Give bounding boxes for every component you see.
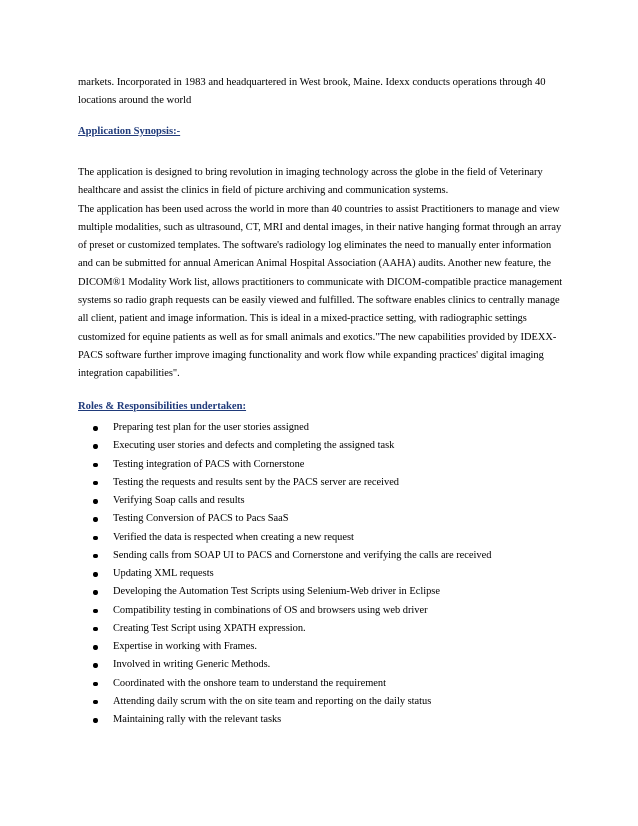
synopsis-section <box>78 164 566 384</box>
list-item-text: Testing Conversion of PACS to Pacs SaaS <box>113 513 289 525</box>
list-item <box>78 474 566 492</box>
bullet-icon <box>93 572 98 577</box>
bullet-icon <box>93 609 98 614</box>
application-synopsis-heading: Application Synopsis:- <box>78 126 181 137</box>
roles-list <box>78 419 566 729</box>
bullet-icon <box>93 700 98 705</box>
bullet-icon <box>93 718 98 723</box>
list-item <box>78 529 566 547</box>
list-item <box>78 620 566 638</box>
bullet-icon <box>93 554 98 559</box>
list-item-text: Attending daily scrum with the on site team and reporting on the daily status <box>113 695 432 707</box>
list-item <box>78 565 566 583</box>
list-item <box>78 693 566 711</box>
list-item <box>78 602 566 620</box>
bullet-icon <box>93 463 98 468</box>
bullet-icon <box>93 499 98 504</box>
list-item-text: Sending calls from SOAP UI to PACS and Cornerstone and verifying the calls are received <box>113 549 492 561</box>
bullet-icon <box>93 426 98 431</box>
bullet-icon <box>93 590 98 595</box>
bullet-icon <box>93 444 98 449</box>
list-item <box>78 510 566 528</box>
list-item <box>78 492 566 510</box>
bullet-icon <box>93 682 98 687</box>
bullet-icon <box>93 481 98 486</box>
list-item <box>78 711 566 729</box>
bullet-icon <box>93 627 98 632</box>
list-item-text: Testing integration of PACS with Cornerstone <box>113 458 305 470</box>
list-item <box>78 675 566 693</box>
list-item-text: Maintaining rally with the relevant tasks <box>113 714 282 725</box>
bullet-icon <box>93 536 98 541</box>
list-item-text: Expertise in working with Frames. <box>113 641 258 652</box>
synopsis-paragraph-2: The application has been used across the world in more than 40 countries to assist Practitioners to manage and view multiple modalities, such as ultrasound, CT, MRI and dental images, in their native hanging format through an array of preset or customized templates. The software's radiology log eliminates the need to manually enter information and can be submitted for annual American Animal Hospital Association (AAHA) audits. Another new feature, the DICOM®1 Modality Work list, allows practitioners to communicate with DICOM-compatible practice management systems so radio graph requests can be easily viewed and fulfilled. The software enables clinics to centrally manage all client, patient and image information. This is ideal in a mixed-practice setting, with radiographic settings customized for equine patients as well as for small animals and exotics."The new capabilities provided by IDEXX-PACS software further improve imaging functionality and work flow while expanding practices' digital imaging integration capabilities". <box>78 203 563 380</box>
intro-paragraph: markets. Incorporated in 1983 and headquartered in West brook, Maine. Idexx conducts operations through 40 locations around the world <box>78 77 546 106</box>
list-item-text: Executing user stories and defects and completing the assigned task <box>113 440 395 452</box>
list-item <box>78 547 566 565</box>
list-item <box>78 583 566 601</box>
bullet-icon <box>93 645 98 650</box>
list-item-text: Developing the Automation Test Scripts using Selenium-Web driver in Eclipse <box>113 586 440 598</box>
list-item-text: Preparing test plan for the user stories assigned <box>113 422 309 433</box>
list-item-text: Coordinated with the onshore team to understand the requirement <box>113 677 386 689</box>
list-item-text: Involved in writing Generic Methods. <box>113 659 271 671</box>
list-item-text: Creating Test Script using XPATH expression. <box>113 622 306 634</box>
bullet-icon <box>93 663 98 668</box>
list-item <box>78 638 566 656</box>
list-item <box>78 656 566 674</box>
list-item <box>78 419 566 437</box>
list-item-text: Updating XML requests <box>113 568 214 579</box>
list-item <box>78 437 566 455</box>
list-item-text: Verified the data is respected when creating a new request <box>113 531 354 543</box>
list-item-text: Verifying Soap calls and results <box>113 495 245 506</box>
roles-heading: Roles & Responsibilities undertaken: <box>78 401 247 412</box>
list-item-text: Compatibility testing in combinations of OS and browsers using web driver <box>113 604 428 616</box>
list-item <box>78 456 566 474</box>
list-item-text: Testing the requests and results sent by the PACS server are received <box>113 476 399 488</box>
synopsis-paragraph-1: The application is designed to bring revolution in imaging technology across the globe in the field of Veterinary healthcare and assist the clinics in field of picture archiving and communication systems. <box>78 167 543 197</box>
bullet-icon <box>93 517 98 522</box>
